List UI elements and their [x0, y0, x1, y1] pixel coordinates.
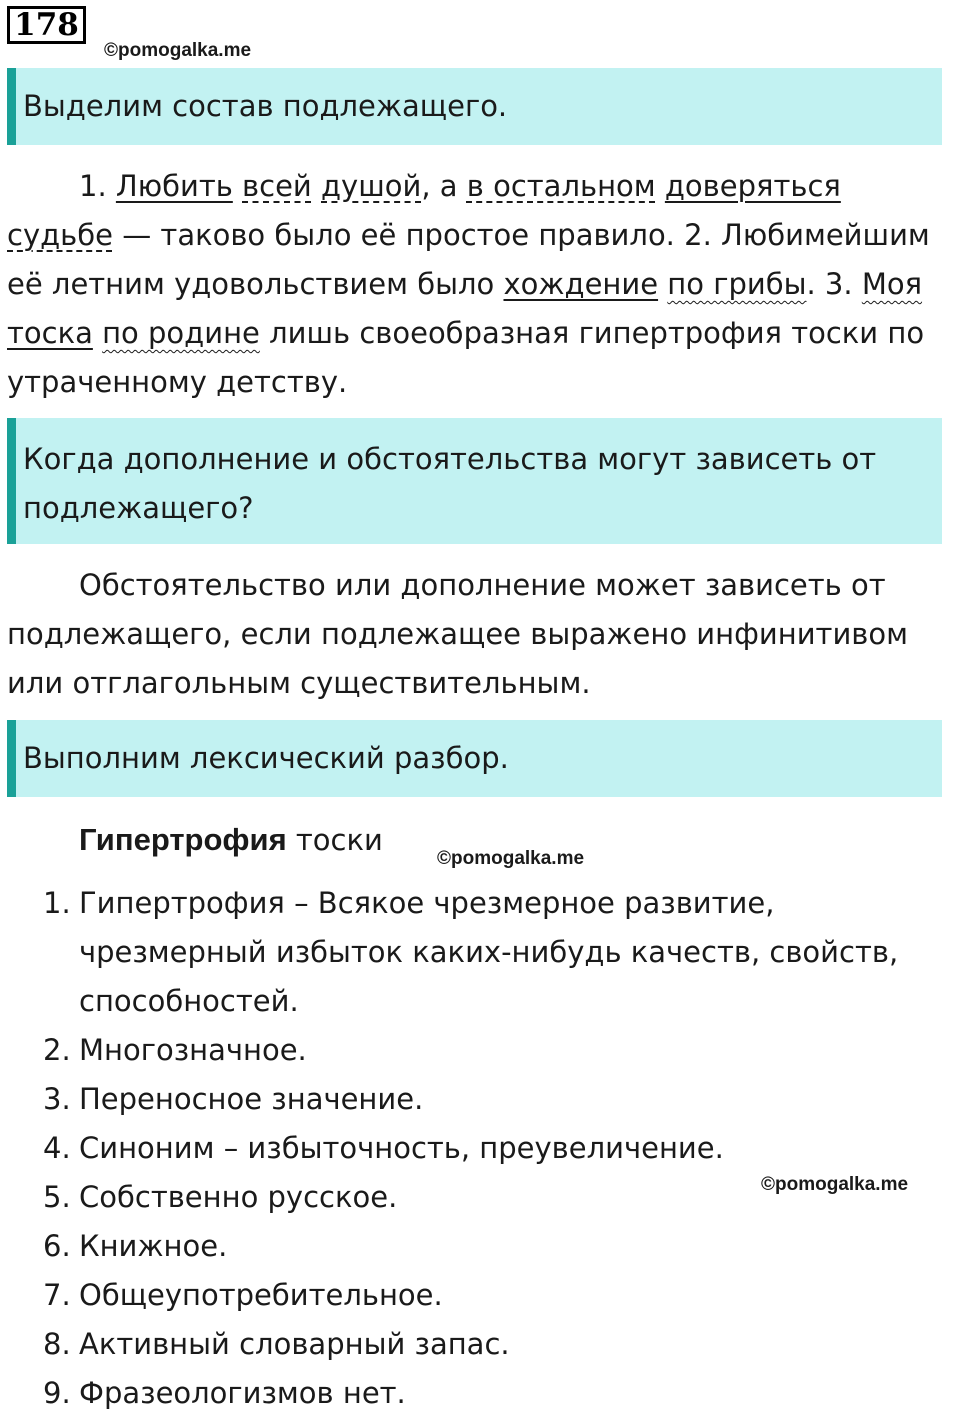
item-text: Собственно русское. — [79, 1180, 398, 1214]
section-title-question: Когда дополнение и обстоятельства могут зависеть от подлежащего? — [7, 418, 942, 544]
subject-part-1: Любить — [115, 169, 233, 203]
item-text: Гипертрофия – Всякое чрезмерное развитие, чрезмерный избыток каких-нибудь качеств, свойств, способностей. — [79, 886, 899, 1018]
item-number: 8. — [43, 1327, 71, 1361]
item-number: 9. — [43, 1376, 71, 1410]
item-number: 3. — [43, 1082, 71, 1116]
item-text: Книжное. — [79, 1229, 228, 1263]
item-number: 2. — [43, 1033, 71, 1067]
item-number: 5. — [43, 1180, 71, 1214]
item-text: Активный словарный запас. — [79, 1327, 510, 1361]
answer-text: Обстоятельство или дополнение может зависеть от подлежащего, если подлежащее выражено инфинитивом или отглагольным существительным. — [7, 568, 908, 700]
list-item — [0, 1075, 945, 1124]
sentence-1-number: 1. — [79, 169, 107, 203]
subject-part-2: всей — [242, 169, 312, 203]
list-item — [0, 1320, 945, 1369]
list-item — [0, 1369, 945, 1418]
item-text: Синоним – избыточность, преувеличение. — [79, 1131, 724, 1165]
subject-part-4: в остальном — [466, 169, 656, 203]
subject-word-hozhdenie: хождение — [503, 267, 659, 301]
subject-part-3: душой — [321, 169, 422, 203]
sentence-3-rest: лишь своеобразная гипертрофия тоски по утраченному детству. — [7, 316, 925, 399]
subject-part-6: судьбе — [7, 218, 113, 252]
item-number: 7. — [43, 1278, 71, 1312]
subject-word-po-griby: по грибы — [667, 267, 807, 301]
subject-word-toska: тоска — [7, 316, 93, 350]
subject-word-moya: Моя — [861, 267, 923, 301]
analyzed-phrase — [79, 815, 383, 865]
sentence-2-number: 2. — [684, 218, 712, 252]
sentence-1-rest: — таково было её простое правило. — [122, 218, 675, 252]
item-text: Общеупотребительное. — [79, 1278, 443, 1312]
item-number: 6. — [43, 1229, 71, 1263]
section-title-subject: Выделим состав подлежащего. — [7, 68, 942, 145]
item-number: 4. — [43, 1131, 71, 1165]
separator: , а — [421, 169, 458, 203]
watermark: ©pomogalka.me — [104, 40, 252, 61]
sentence-2-text: Любимейшим её летним удовольствием было — [7, 218, 930, 301]
sentence-2-end: . — [806, 267, 816, 301]
answer-paragraph — [7, 561, 952, 708]
item-text: Многозначное. — [79, 1033, 307, 1067]
list-item — [0, 1222, 945, 1271]
section-title-lexical: Выполним лексический разбор. — [7, 720, 942, 797]
subject-part-5: доверяться — [664, 169, 841, 203]
item-number: 1. — [43, 886, 71, 920]
item-text: Фразеологизмов нет. — [79, 1376, 406, 1410]
list-item — [0, 1124, 945, 1173]
analyzed-word-rest: тоски — [295, 823, 383, 857]
list-item — [0, 879, 945, 1026]
subject-word-po-rodine: по родине — [102, 316, 260, 350]
watermark: ©pomogalka.me — [761, 1174, 909, 1195]
list-item — [0, 1026, 945, 1075]
item-text: Переносное значение. — [79, 1082, 424, 1116]
sentence-3-number: 3. — [824, 267, 853, 301]
list-item — [0, 1271, 945, 1320]
task-number-badge: 178 — [7, 6, 86, 44]
lexical-analysis-list — [0, 879, 945, 1418]
sentences-paragraph — [7, 162, 952, 407]
watermark: ©pomogalka.me — [437, 848, 585, 869]
analyzed-word: Гипертрофия — [79, 822, 287, 857]
